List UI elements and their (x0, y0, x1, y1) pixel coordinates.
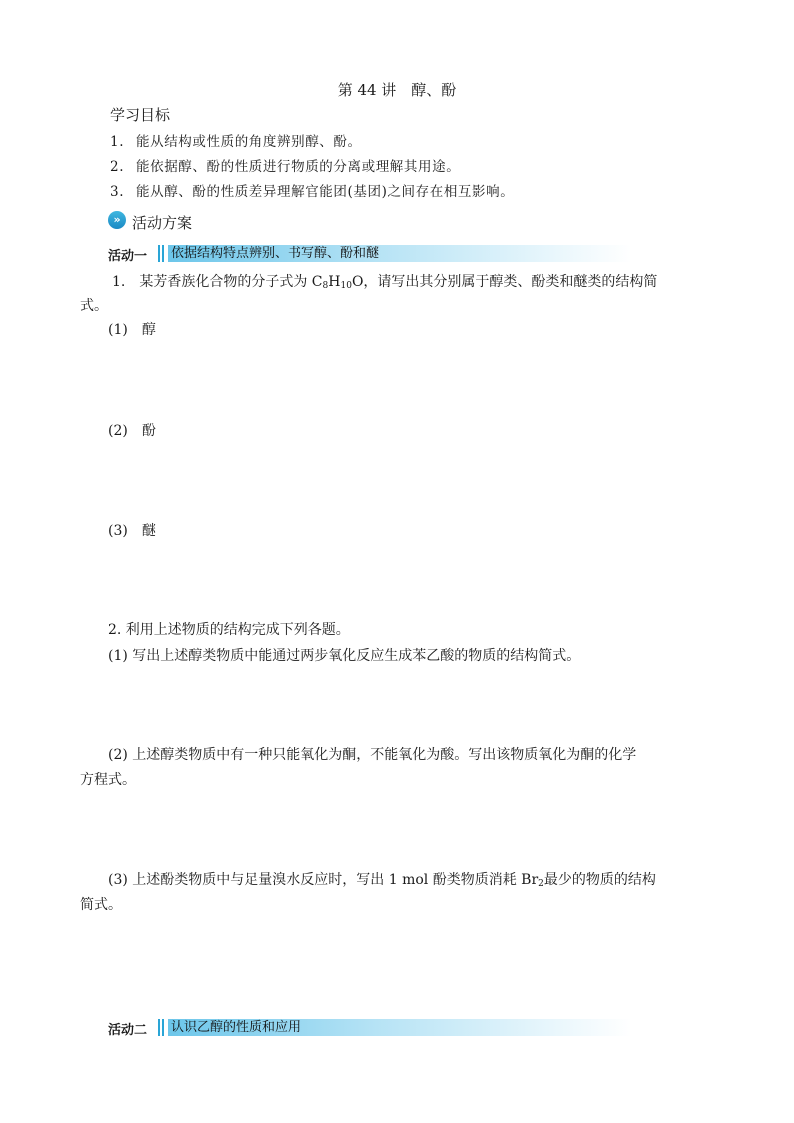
goal-item: 1. 能从结构或性质的角度辨别醇、酚。 (110, 134, 362, 150)
answer-part-alcohol: (1) 醇 (108, 322, 156, 338)
question-2-part-3-cont: 简式。 (80, 897, 122, 913)
question-1: 1. 某芳香族化合物的分子式为 $C_8H_{10}O$，请写出其分别属于醇类、酚类和醚类的结构简 (112, 274, 658, 291)
question-2-part-3: (3) 上述酚类物质中与足量溴水反应时，写出 1 mol 酚类物质消耗 $Br_2$最少的物质的结构 (108, 872, 656, 889)
question-1-cont: 式。 (80, 298, 108, 314)
answer-part-ether: (3) 醚 (108, 523, 156, 539)
activity2-divider (158, 1019, 166, 1036)
activity1-label: 活动一 (108, 249, 148, 264)
activity1-title: 依据结构特点辨别、书写醇、酚和醚 (168, 245, 631, 262)
page-title: 第 44 讲 醇、酚 (337, 81, 457, 99)
activity1-divider (158, 245, 166, 262)
question-2: 2. 利用上述物质的结构完成下列各题。 (108, 622, 350, 638)
double-chevron-icon: » (108, 211, 126, 229)
answer-part-phenol: (2) 酚 (108, 423, 156, 439)
activity2-title: 认识乙醇的性质和应用 (168, 1019, 631, 1036)
question-2-part-2: (2) 上述醇类物质中有一种只能氧化为酮，不能氧化为酸。写出该物质氧化为酮的化学 (108, 747, 637, 763)
activity2-label: 活动二 (108, 1023, 148, 1038)
goals-heading: 学习目标 (110, 106, 171, 124)
goal-item: 2. 能依据醇、酚的性质进行物质的分离或理解其用途。 (110, 159, 461, 175)
goal-item: 3. 能从醇、酚的性质差异理解官能团(基团)之间存在相互影响。 (110, 184, 515, 200)
plan-heading: 活动方案 (132, 214, 193, 232)
question-2-part-1: (1) 写出上述醇类物质中能通过两步氧化反应生成苯乙酸的物质的结构简式。 (108, 648, 581, 664)
question-2-part-2-cont: 方程式。 (80, 772, 136, 788)
